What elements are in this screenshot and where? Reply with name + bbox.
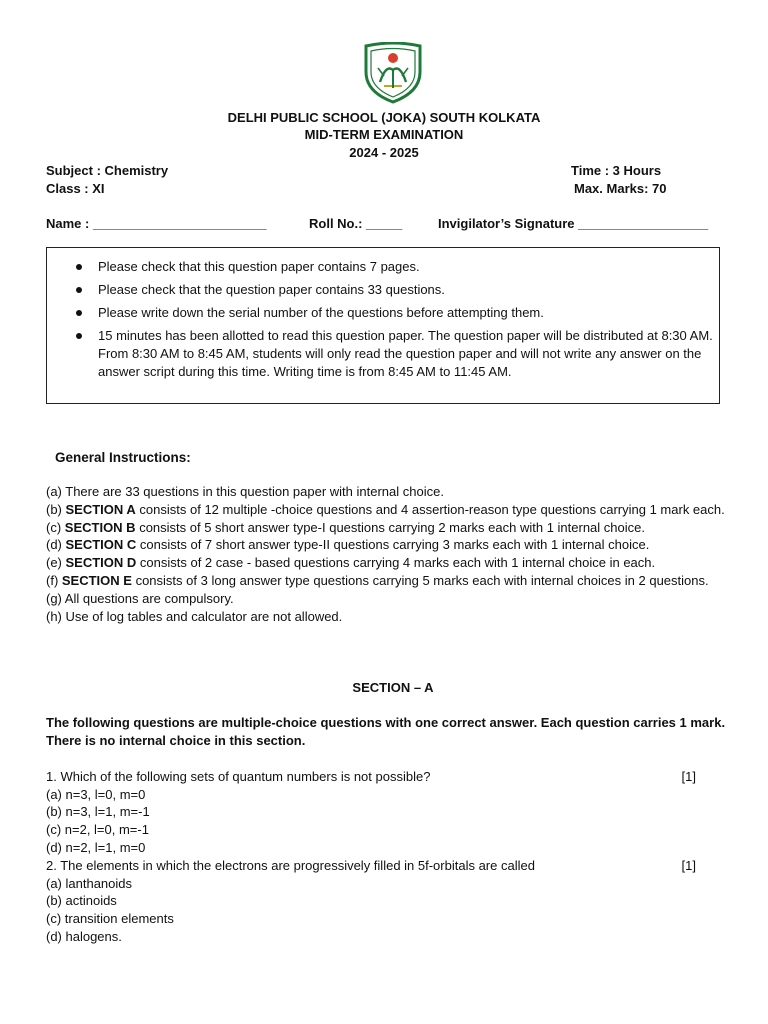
roll-number-field: Roll No.: _____ — [309, 216, 403, 231]
question-1 — [46, 768, 696, 857]
instruction-item: (h) Use of log tables and calculator are not allowed. — [46, 608, 343, 624]
subject-label: Subject : Chemistry — [46, 163, 169, 178]
notice-item: Please check that this question paper contains 7 pages. — [47, 258, 721, 276]
option: (d) halogens. — [46, 928, 122, 944]
option: (c) n=2, l=0, m=-1 — [46, 822, 149, 838]
exam-title: MID-TERM EXAMINATION — [304, 127, 464, 142]
instruction-item: (e) SECTION D consists of 2 case - based questions carrying 4 marks each with 1 internal choice in each. — [46, 555, 656, 571]
question-text-row — [46, 857, 696, 875]
option: (a) lanthanoids — [46, 875, 132, 891]
question-text: 2. The elements in which the electrons are progressively filled in 5f-orbitals are called — [46, 858, 535, 873]
notice-item: Please write down the serial number of the questions before attempting them. — [47, 304, 721, 322]
instruction-item: (a) There are 33 questions in this question paper with internal choice. — [46, 484, 444, 499]
instruction-item: (g) All questions are compulsory. — [46, 590, 234, 606]
notice-item: 15 minutes has been allotted to read this question paper. The question paper will be distributed at 8:30 AM. From 8:30 AM to 8:45 AM, students will only read the question paper and will not write any answer on the answer script during this time. Writing time is from 8:45 AM to 11:45 AM. — [47, 327, 721, 381]
instruction-item: (b) SECTION A consists of 12 multiple -choice questions and 4 assertion-reason type questions carrying 1 mark each. — [46, 501, 725, 517]
option: (b) n=3, l=1, m=-1 — [46, 804, 150, 820]
option: (c) transition elements — [46, 911, 174, 927]
instruction-item: (c) SECTION B consists of 5 short answer type-I questions carrying 2 marks each with 1 internal choice. — [46, 519, 645, 535]
general-instructions-title: General Instructions: — [55, 450, 191, 465]
bullet-icon — [76, 310, 82, 316]
section-a-intro: The following questions are multiple-choice questions with one correct answer. Each question carries 1 mark. There is no internal choice in this section. — [46, 715, 726, 748]
option: (a) n=3, l=0, m=0 — [46, 786, 146, 802]
class-label: Class : XI — [46, 181, 105, 196]
bullet-icon — [76, 264, 82, 270]
invigilator-signature-field: Invigilator’s Signature __________________ — [438, 216, 709, 231]
option: (b) actinoids — [46, 893, 117, 909]
notice-item: Please check that the question paper contains 33 questions. — [47, 281, 721, 299]
question-2 — [46, 857, 696, 946]
section-a-title: SECTION – A — [352, 680, 434, 695]
general-instructions-list — [46, 483, 746, 625]
question-text-row — [46, 768, 696, 786]
question-marks: [1] — [681, 769, 696, 784]
instruction-item: (f) SECTION E consists of 3 long answer type questions carrying 5 marks each with internal choices in 2 questions. — [46, 572, 709, 588]
school-name: DELHI PUBLIC SCHOOL (JOKA) SOUTH KOLKATA — [227, 110, 541, 125]
name-field: Name : ________________________ — [46, 216, 267, 231]
max-marks-label: Max. Marks: 70 — [574, 181, 667, 196]
time-label: Time : 3 Hours — [571, 163, 662, 178]
question-marks: [1] — [681, 858, 696, 873]
instruction-item: (d) SECTION C consists of 7 short answer type-II questions carrying 3 marks each with 1 internal choice. — [46, 537, 650, 553]
notice-box — [46, 247, 720, 404]
question-text: 1. Which of the following sets of quantum numbers is not possible? — [46, 769, 431, 784]
bullet-icon — [76, 333, 82, 339]
option: (d) n=2, l=1, m=0 — [46, 839, 146, 855]
bullet-icon — [76, 287, 82, 293]
notice-list — [47, 258, 721, 386]
school-logo-icon — [360, 42, 426, 104]
exam-year: 2024 - 2025 — [349, 145, 419, 160]
